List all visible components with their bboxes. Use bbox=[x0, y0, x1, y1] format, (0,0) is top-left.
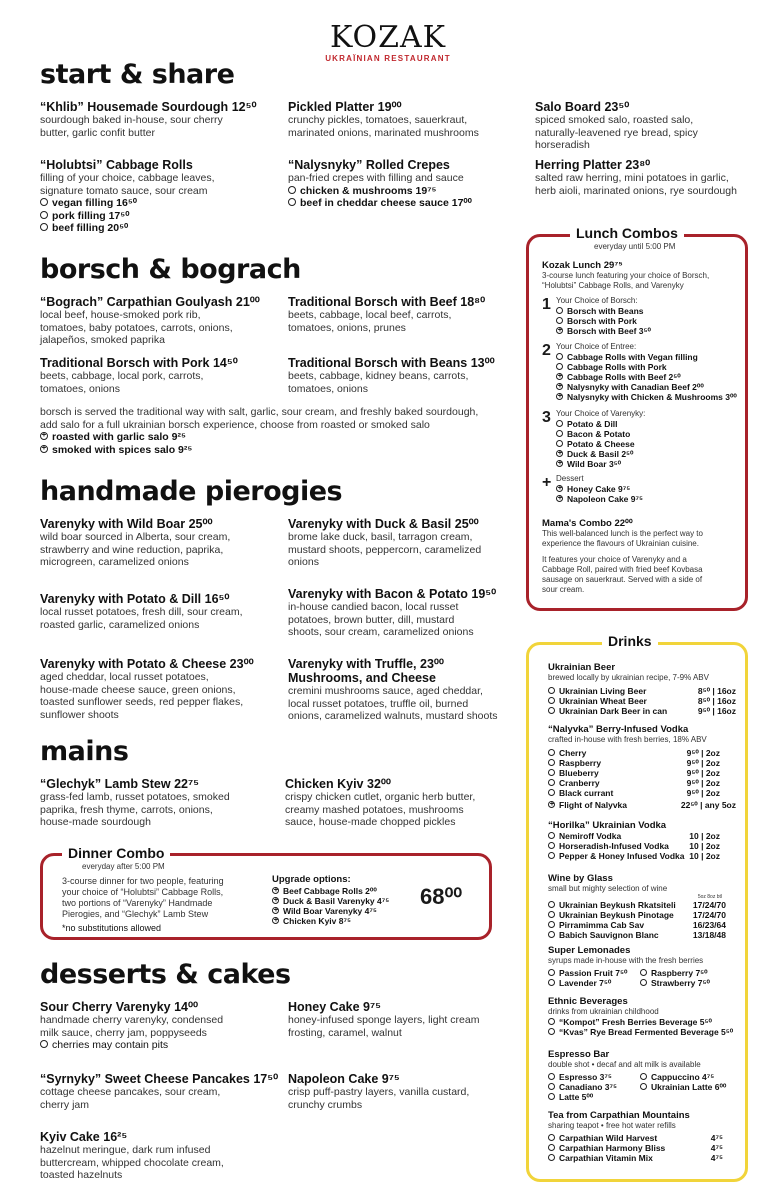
menu-item-salo bbox=[535, 100, 770, 152]
lunch-entree-choice: Your Choice of Entree: Cabbage Rolls with Vegan filling Cabbage Rolls with Pork +Cabbage Rolls with Beef 2⁵⁰ +Nalysnyky with Canadian Beef 2⁰⁰ +Nalysnyky with Chicken & Mushrooms 3⁰⁰ bbox=[556, 342, 741, 402]
drinks-lemonades: Super Lemonades syrups made in-house with the fresh berries Passion Fruit 7⁵⁰ Raspberry 7⁵⁰ Lavender 7⁵⁰ Strawberry 7⁵⁰ bbox=[548, 945, 710, 988]
warning-icon bbox=[40, 1040, 48, 1048]
menu-item-khlib bbox=[40, 100, 280, 139]
menu-item-bograch: “Bograch” Carpathian Goulyash 21⁰⁰ local beef, house-smoked pork rib, tomatoes, baby potatoes, carrots, onions, jalapeños, smoked paprika bbox=[40, 295, 260, 346]
lunch-dessert-choice: Dessert +Honey Cake 9⁷⁵ +Napoleon Cake 9⁷⁵ bbox=[556, 474, 741, 504]
menu-item-varenyky-bacon: Varenyky with Bacon & Potato 19⁵⁰ in-house candied bacon, local russet potatoes, brown butter, dill, mustard shoots, sour cream, caramelized onions bbox=[288, 587, 497, 638]
option-smoked-salo: +smoked with spices salo 9²⁵ bbox=[40, 444, 520, 457]
item-price: 23⁸⁰ bbox=[625, 158, 651, 172]
menu-item-chicken-kyiv: Chicken Kyiv 32⁰⁰ crispy chicken cutlet, organic herb butter, creamy mashed potatoes, mushrooms sauce, house-made chopped pickles bbox=[285, 777, 476, 828]
lunch-combo-sub: everyday until 5:00 PM bbox=[594, 242, 676, 251]
drinks-nalyvka: “Nalyvka” Berry-Infused Vodka crafted in-house with fresh berries, 18% ABV Cherry 9⁵⁰ | 2oz Raspberry 9⁵⁰ | 2oz Blueberry 9⁵⁰ | 2oz Cranberry 9⁵⁰ | 2oz Black currant 9⁵⁰ | 2oz bbox=[548, 724, 720, 798]
item-name: Pickled Platter bbox=[288, 100, 375, 114]
menu-item-borsch-pork: Traditional Borsch with Pork 14⁵⁰ beets, cabbage, local pork, carrots, tomatoes, onions bbox=[40, 356, 238, 395]
option-chicken: chicken & mushrooms 19⁷⁵ bbox=[288, 185, 528, 198]
lunch-combo-title: Lunch Combos bbox=[570, 225, 684, 241]
option-pork: pork filling 17⁵⁰ bbox=[40, 210, 280, 223]
item-desc: sourdough baked in-house, sour cherry bbox=[40, 114, 223, 126]
menu-item-herring bbox=[535, 158, 770, 197]
menu-item-varenyky-cheese: Varenyky with Potato & Cheese 23⁰⁰ aged cheddar, local russet potatoes, house-made cheese sauce, green onions, toasted sunflower seeds, red pepper flakes, sunflower shoots bbox=[40, 657, 254, 721]
menu-item-kyiv-cake: Kyiv Cake 16²⁵ hazelnut meringue, dark rum infused buttercream, whipped chocolate cream, toasted hazelnuts bbox=[40, 1130, 224, 1181]
drinks-horilka: “Horilka” Ukrainian Vodka Nemiroff Vodka 10 | 2oz Horseradish-Infused Vodka 10 | 2oz Pepper & Honey Infused Vodka 10 | 2oz bbox=[548, 820, 720, 861]
drinks-tea: Tea from Carpathian Mountains sharing teapot • free hot water refills Carpathian Wild Harvest 4⁷⁵ Carpathian Harmony Bliss 4⁷⁵ Carpathian Vitamin Mix 4⁷⁵ bbox=[548, 1110, 723, 1163]
menu-item-borsch-beans: Traditional Borsch with Beans 13⁰⁰ beets, cabbage, kidney beans, carrots, tomatoes, onions bbox=[288, 356, 495, 395]
menu-item-syrnyky: “Syrnyky” Sweet Cheese Pancakes 17⁵⁰ cottage cheese pancakes, sour cream, cherry jam bbox=[40, 1072, 279, 1111]
menu-item-varenyky-dill: Varenyky with Potato & Dill 16⁵⁰ local russet potatoes, fresh dill, sour cream, roasted garlic, caramelized onions bbox=[40, 592, 243, 631]
logo-subtitle: UKRAÏNIAN RESTAURANT bbox=[325, 54, 451, 63]
drinks-flight: +Flight of Nalyvka 22⁵⁰ | any 5oz bbox=[548, 800, 736, 810]
dinner-upgrades: Upgrade options: +Beef Cabbage Rolls 2⁰⁰ +Duck & Basil Varenyky 4⁷⁵ +Wild Boar Varenyky 4⁷⁵ +Chicken Kyiv 8⁷⁵ bbox=[272, 874, 412, 926]
menu-item-nalysnyky bbox=[288, 158, 528, 210]
item-price: 23⁵⁰ bbox=[604, 100, 630, 114]
option-roasted-salo: +roasted with garlic salo 9²⁵ bbox=[40, 431, 520, 444]
circle-icon bbox=[40, 211, 48, 219]
circle-icon bbox=[40, 198, 48, 206]
circle-icon bbox=[288, 198, 296, 206]
drinks-espresso: Espresso Bar double shot • decaf and alt milk is available Espresso 3⁷⁵ Cappuccino 4⁷⁵ Canadiano 3⁷⁵ Ukrainian Latte 6⁰⁰ Latte 5⁰⁰ bbox=[548, 1049, 727, 1102]
mamas-combo: Mama's Combo 22⁰⁰ This well-balanced lunch is the perfect way to experience the flavours of Ukrainian cuisine. It features your choice of Varenyky and a Cabbage Roll, paired with fried beef Kovbasa sausage on sauerkraut. Served with a side of sour cream. bbox=[542, 518, 703, 594]
restaurant-logo bbox=[0, 22, 776, 63]
step-plus: + bbox=[542, 474, 552, 491]
item-price: 19⁰⁰ bbox=[377, 100, 402, 114]
menu-item-borsch-beef: Traditional Borsch with Beef 18⁸⁰ beets, cabbage, local beef, carrots, tomatoes, onions, prunes bbox=[288, 295, 486, 334]
item-desc: salted raw herring, mini potatoes in garlic, bbox=[535, 172, 729, 184]
lunch-varenyky-choice: Your Choice of Varenyky: Potato & Dill Bacon & Potato Potato & Cheese +Duck & Basil 2⁵⁰ +Wild Boar 3⁵⁰ bbox=[556, 409, 741, 469]
logo-name: KOZAK bbox=[329, 20, 447, 55]
plus-icon bbox=[40, 445, 48, 453]
kozak-lunch: Kozak Lunch 29⁷⁵ 3-course lunch featuring your choice of Borsch, “Holubtsi” Cabbage Rolls, and Varenyky bbox=[542, 260, 710, 290]
menu-item-napoleon-cake: Napoleon Cake 9⁷⁵ crisp puff-pastry layers, vanilla custard, crunchy crumbs bbox=[288, 1072, 470, 1111]
option-beef: beef filling 20⁵⁰ bbox=[40, 222, 280, 235]
step-number-1: 1 bbox=[542, 296, 551, 313]
menu-item-cherry-varenyky: Sour Cherry Varenyky 14⁰⁰ handmade cherry varenyky, condensed milk sauce, cherry jam, poppyseeds cherries may contain pits bbox=[40, 1000, 280, 1052]
menu-item-honey-cake: Honey Cake 9⁷⁵ honey-infused sponge layers, light cream frosting, caramel, walnut bbox=[288, 1000, 480, 1039]
item-desc: filling of your choice, cabbage leaves, bbox=[40, 172, 215, 184]
step-number-2: 2 bbox=[542, 342, 551, 359]
item-desc: horseradish bbox=[535, 139, 590, 151]
drinks-wine: Wine by Glass small but mighty selection of wine 5oz 8oz btl Ukrainian Beykush Rkatsiteli 17/24/70 Ukrainian Beykush Pinotage 17/24/70 Pirramimma Cab Sav 16/23/64 Babich Sauvignon Blanc 13/18/48 bbox=[548, 873, 726, 940]
menu-item-holubtsi bbox=[40, 158, 280, 235]
item-desc: butter, garlic confit butter bbox=[40, 126, 155, 139]
drinks-beer: Ukrainian Beer brewed locally by ukrainian recipe, 7-9% ABV Ukrainian Living Beer 8⁵⁰ | 16oz Ukrainian Wheat Beer 8⁵⁰ | 16oz Ukrainian Dark Beer in can 9⁵⁰ | 16oz bbox=[548, 662, 736, 716]
item-name: Herring Platter bbox=[535, 158, 622, 172]
dinner-combo-title: Dinner Combo bbox=[62, 845, 170, 861]
item-desc: spiced smoked salo, roasted salo, bbox=[535, 114, 694, 126]
item-desc: crunchy pickles, tomatoes, sauerkraut, bbox=[288, 114, 468, 126]
circle-icon bbox=[40, 223, 48, 231]
item-desc: marinated onions, marinated mushrooms bbox=[288, 126, 479, 139]
menu-item-varenyky-boar: Varenyky with Wild Boar 25⁰⁰ wild boar sourced in Alberta, sour cream, strawberry and wine reduction, paprika, microgreen, caramelized onions bbox=[40, 517, 231, 568]
dinner-combo-desc: 3-course dinner for two people, featuring your choice of “Holubtsi” Cabbage Rolls, two portions of “Varenyky” Handmade Pierogies, and “Glechyk” Lamb Stew *no substitutions allowed bbox=[62, 876, 224, 933]
item-name: “Khlib” Housemade Sourdough bbox=[40, 100, 229, 114]
menu-item-varenyky-duck: Varenyky with Duck & Basil 25⁰⁰ brome lake duck, basil, tarragon cream, mustard shoots, peppercorn, caramelized onions bbox=[288, 517, 482, 568]
item-price: 12⁵⁰ bbox=[231, 100, 257, 114]
item-name: Salo Board bbox=[535, 100, 601, 114]
item-desc: herb aioli, marinated onions, rye sourdough bbox=[535, 184, 737, 197]
item-desc: naturally-leavened rye bread, spicy bbox=[535, 126, 698, 139]
dinner-combo-price: 68⁰⁰ bbox=[420, 884, 463, 909]
dinner-combo-sub: everyday after 5:00 PM bbox=[82, 862, 165, 871]
option-vegan: vegan filling 16⁵⁰ bbox=[40, 197, 280, 210]
step-number-3: 3 bbox=[542, 409, 551, 426]
item-name: “Nalysnyky” Rolled Crepes bbox=[288, 158, 450, 172]
item-desc: signature tomato sauce, sour cream bbox=[40, 184, 208, 197]
lunch-borsch-choice: Your Choice of Borsch: Borsch with Beans Borsch with Pork +Borsch with Beef 3⁵⁰ bbox=[556, 296, 741, 336]
section-title-pierogies: handmade pierogies bbox=[40, 476, 343, 507]
borsch-note: borsch is served the traditional way with salt, garlic, sour cream, and freshly baked sourdough, add salo for a full ukrainian borsch experience, choose from roasted or smoked salo +roasted with garlic salo 9²⁵ +smoked with spices salo 9²⁵ bbox=[40, 406, 520, 456]
section-title-borsch: borsch & bograch bbox=[40, 254, 301, 285]
item-name: “Holubtsi” Cabbage Rolls bbox=[40, 158, 193, 172]
plus-icon bbox=[40, 432, 48, 440]
menu-item-varenyky-truffle: Varenyky with Truffle, 23⁰⁰ Mushrooms, and Cheese cremini mushrooms sauce, aged cheddar, local russet potatoes, truffle oil, burned onions, caramelized walnuts, mustard shoots bbox=[288, 657, 498, 722]
section-title-desserts: desserts & cakes bbox=[40, 959, 291, 990]
drinks-title: Drinks bbox=[602, 633, 658, 649]
circle-icon bbox=[288, 186, 296, 194]
pits-warning: cherries may contain pits bbox=[40, 1039, 280, 1052]
section-title-mains: mains bbox=[40, 736, 129, 767]
option-beef-cheddar: beef in cheddar cheese sauce 17⁰⁰ bbox=[288, 197, 528, 210]
menu-item-pickled bbox=[288, 100, 528, 139]
menu-item-lamb-stew: “Glechyk” Lamb Stew 22⁷⁵ grass-fed lamb, russet potatoes, smoked paprika, fresh thyme, carrots, onions, house-made sourdough bbox=[40, 777, 230, 828]
item-desc: pan-fried crepes with filling and sauce bbox=[288, 172, 464, 184]
drinks-ethnic: Ethnic Beverages drinks from ukrainian childhood “Kompot” Fresh Berries Beverage 5⁵⁰ “Kvas” Rye Bread Fermented Beverage 5⁵⁰ bbox=[548, 996, 734, 1037]
section-title-start: start & share bbox=[40, 59, 235, 90]
